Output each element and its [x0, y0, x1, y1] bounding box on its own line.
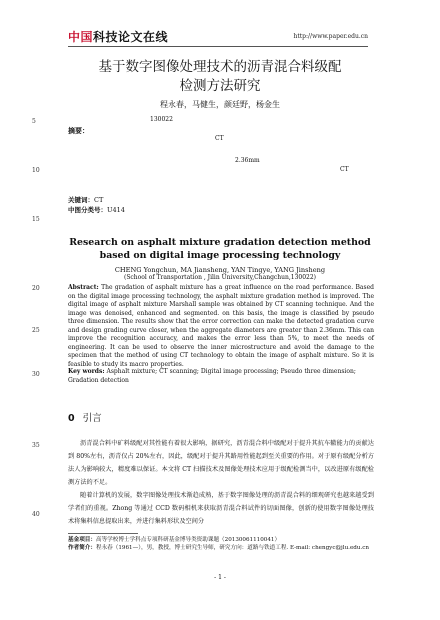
section-heading [68, 413, 102, 425]
english-abstract [68, 284, 374, 369]
english-title-line-1: Research on asphalt mixture gradation detection method [69, 237, 371, 248]
line-number: 40 [32, 511, 40, 518]
author-note-text: 程永春（1961—），男，教授，博士研究生导师，研究方向：道路与铁道工程. E-mail: chengyc@jlu.edu.cn [95, 545, 369, 551]
english-abstract-label: Abstract: [68, 284, 99, 291]
title-line-1: 基于数字图像处理技术的沥青混合料级配 [98, 59, 342, 75]
page-header [68, 30, 368, 44]
english-authors: CHENG Yongchun, MA Jiansheng, YAN Tingye, YANG Jinsheng [114, 266, 326, 274]
footnotes [68, 536, 374, 552]
site-url[interactable]: http://www.paper.edu.cn [293, 33, 368, 40]
english-affiliation: (School of Transportation , Jilin University,Changchun,130022) [123, 274, 317, 281]
site-logo [68, 30, 168, 44]
line-number: 10 [32, 167, 40, 174]
classification-cn-label: 中图分类号： [68, 206, 107, 214]
body-text [68, 437, 374, 528]
line-number: 25 [32, 327, 40, 334]
english-abstract-text: The gradation of asphalt mixture has a great influence on the road performance. Based on the digital image processing technology, the asphalt mixture gradation method is improved. The digital image of asphalt mixture Marshall sample was obtained by CT scanning technique. And the image was denoised, enhanced and segmented. on this basis, the image is classified by pseudo three dimension. The results show that the error correction can make the detected gradation curve and design grading curve closer, when the aggregate diameters are greater than 2.36mm. This can improve the recognition accuracy, and makes the error less than 5%, to meet the needs of engineering. It can be used to observe the inner microstructure and avoid the damage to the specimen that the method of using CT technology to obtain the image of asphalt mixture. So it is feasible to study its macro properties. [68, 284, 374, 368]
english-keywords [68, 368, 374, 385]
abstract-cn-fragment: CT [215, 135, 224, 142]
footnote-rule [68, 533, 138, 534]
abstract-cn-fragment: CT [340, 166, 349, 173]
line-number: 20 [32, 285, 40, 292]
keywords-cn [68, 196, 103, 205]
english-keywords-text: Asphalt mixture; CT scanning; Digital image processing; Pseudo three dimension; Gradation detection [68, 368, 356, 384]
english-title-line-2: based on digital image processing technology [99, 250, 341, 261]
abstract-cn-label: 摘要： [68, 127, 89, 135]
keywords-cn-value: CT [94, 196, 104, 204]
english-title [60, 236, 380, 262]
title-line-2: 检测方法研究 [179, 78, 261, 94]
paper-title [60, 58, 380, 96]
english-keywords-label: Key words: [68, 368, 105, 375]
section-number: 0 [68, 413, 75, 424]
line-number: 30 [32, 371, 40, 378]
line-number: 15 [32, 216, 40, 223]
body-paragraph: 沥青混合料中矿料级配对其性能有着很大影响，据研究，沥青混合料中级配对于提升其抗车辙能力的贡献达到 80%左右，沥青仅占 20%左右，因此，级配对于提升其路用性能起到至关重要的作用。对于原有级配分析方法人为影响较大，精度难以保证。本文将 CT 扫描技术及图像处理技术应用于级配检测当中，以改进原有级配检测方法的不足。 [68, 440, 374, 486]
line-number: 35 [32, 442, 40, 449]
fund-text: 高等学校博士学科点专项科研基金博导类资助课题（20130061110041） [95, 537, 281, 543]
keywords-cn-label: 关键词： [68, 196, 94, 204]
authors-cn: 程永春，马健生，颜廷野，杨金生 [160, 100, 280, 109]
header-rule [68, 46, 368, 47]
fund-label: 基金项目： [68, 537, 96, 543]
logo-black-text: 科技论文在线 [93, 30, 169, 44]
page-number: - 1 - [214, 574, 226, 581]
line-number: 5 [32, 118, 36, 125]
fund-note [68, 536, 374, 544]
abstract-cn-fragment: 2.36mm [235, 157, 260, 164]
classification-cn [68, 206, 125, 215]
body-paragraph: 随着计算机的发展，数字图像处理技术渐趋成熟，基于数字图像处理的沥青混合料的细观研究也越来越受到学者们的重视。Zhong 等通过 CCD 数码相机来获取沥青混合料试件的切面图像，创新的使用数字图像处理技术将集料信息提取出来，并进行集料形状及空间分 [68, 492, 374, 525]
affiliation-cn: 130022 [150, 116, 173, 123]
logo-red-text: 中国 [68, 30, 94, 44]
classification-cn-value: U414 [107, 206, 125, 214]
author-note [68, 544, 374, 552]
section-title: 引言 [82, 413, 102, 424]
author-note-label: 作者简介： [68, 545, 96, 551]
